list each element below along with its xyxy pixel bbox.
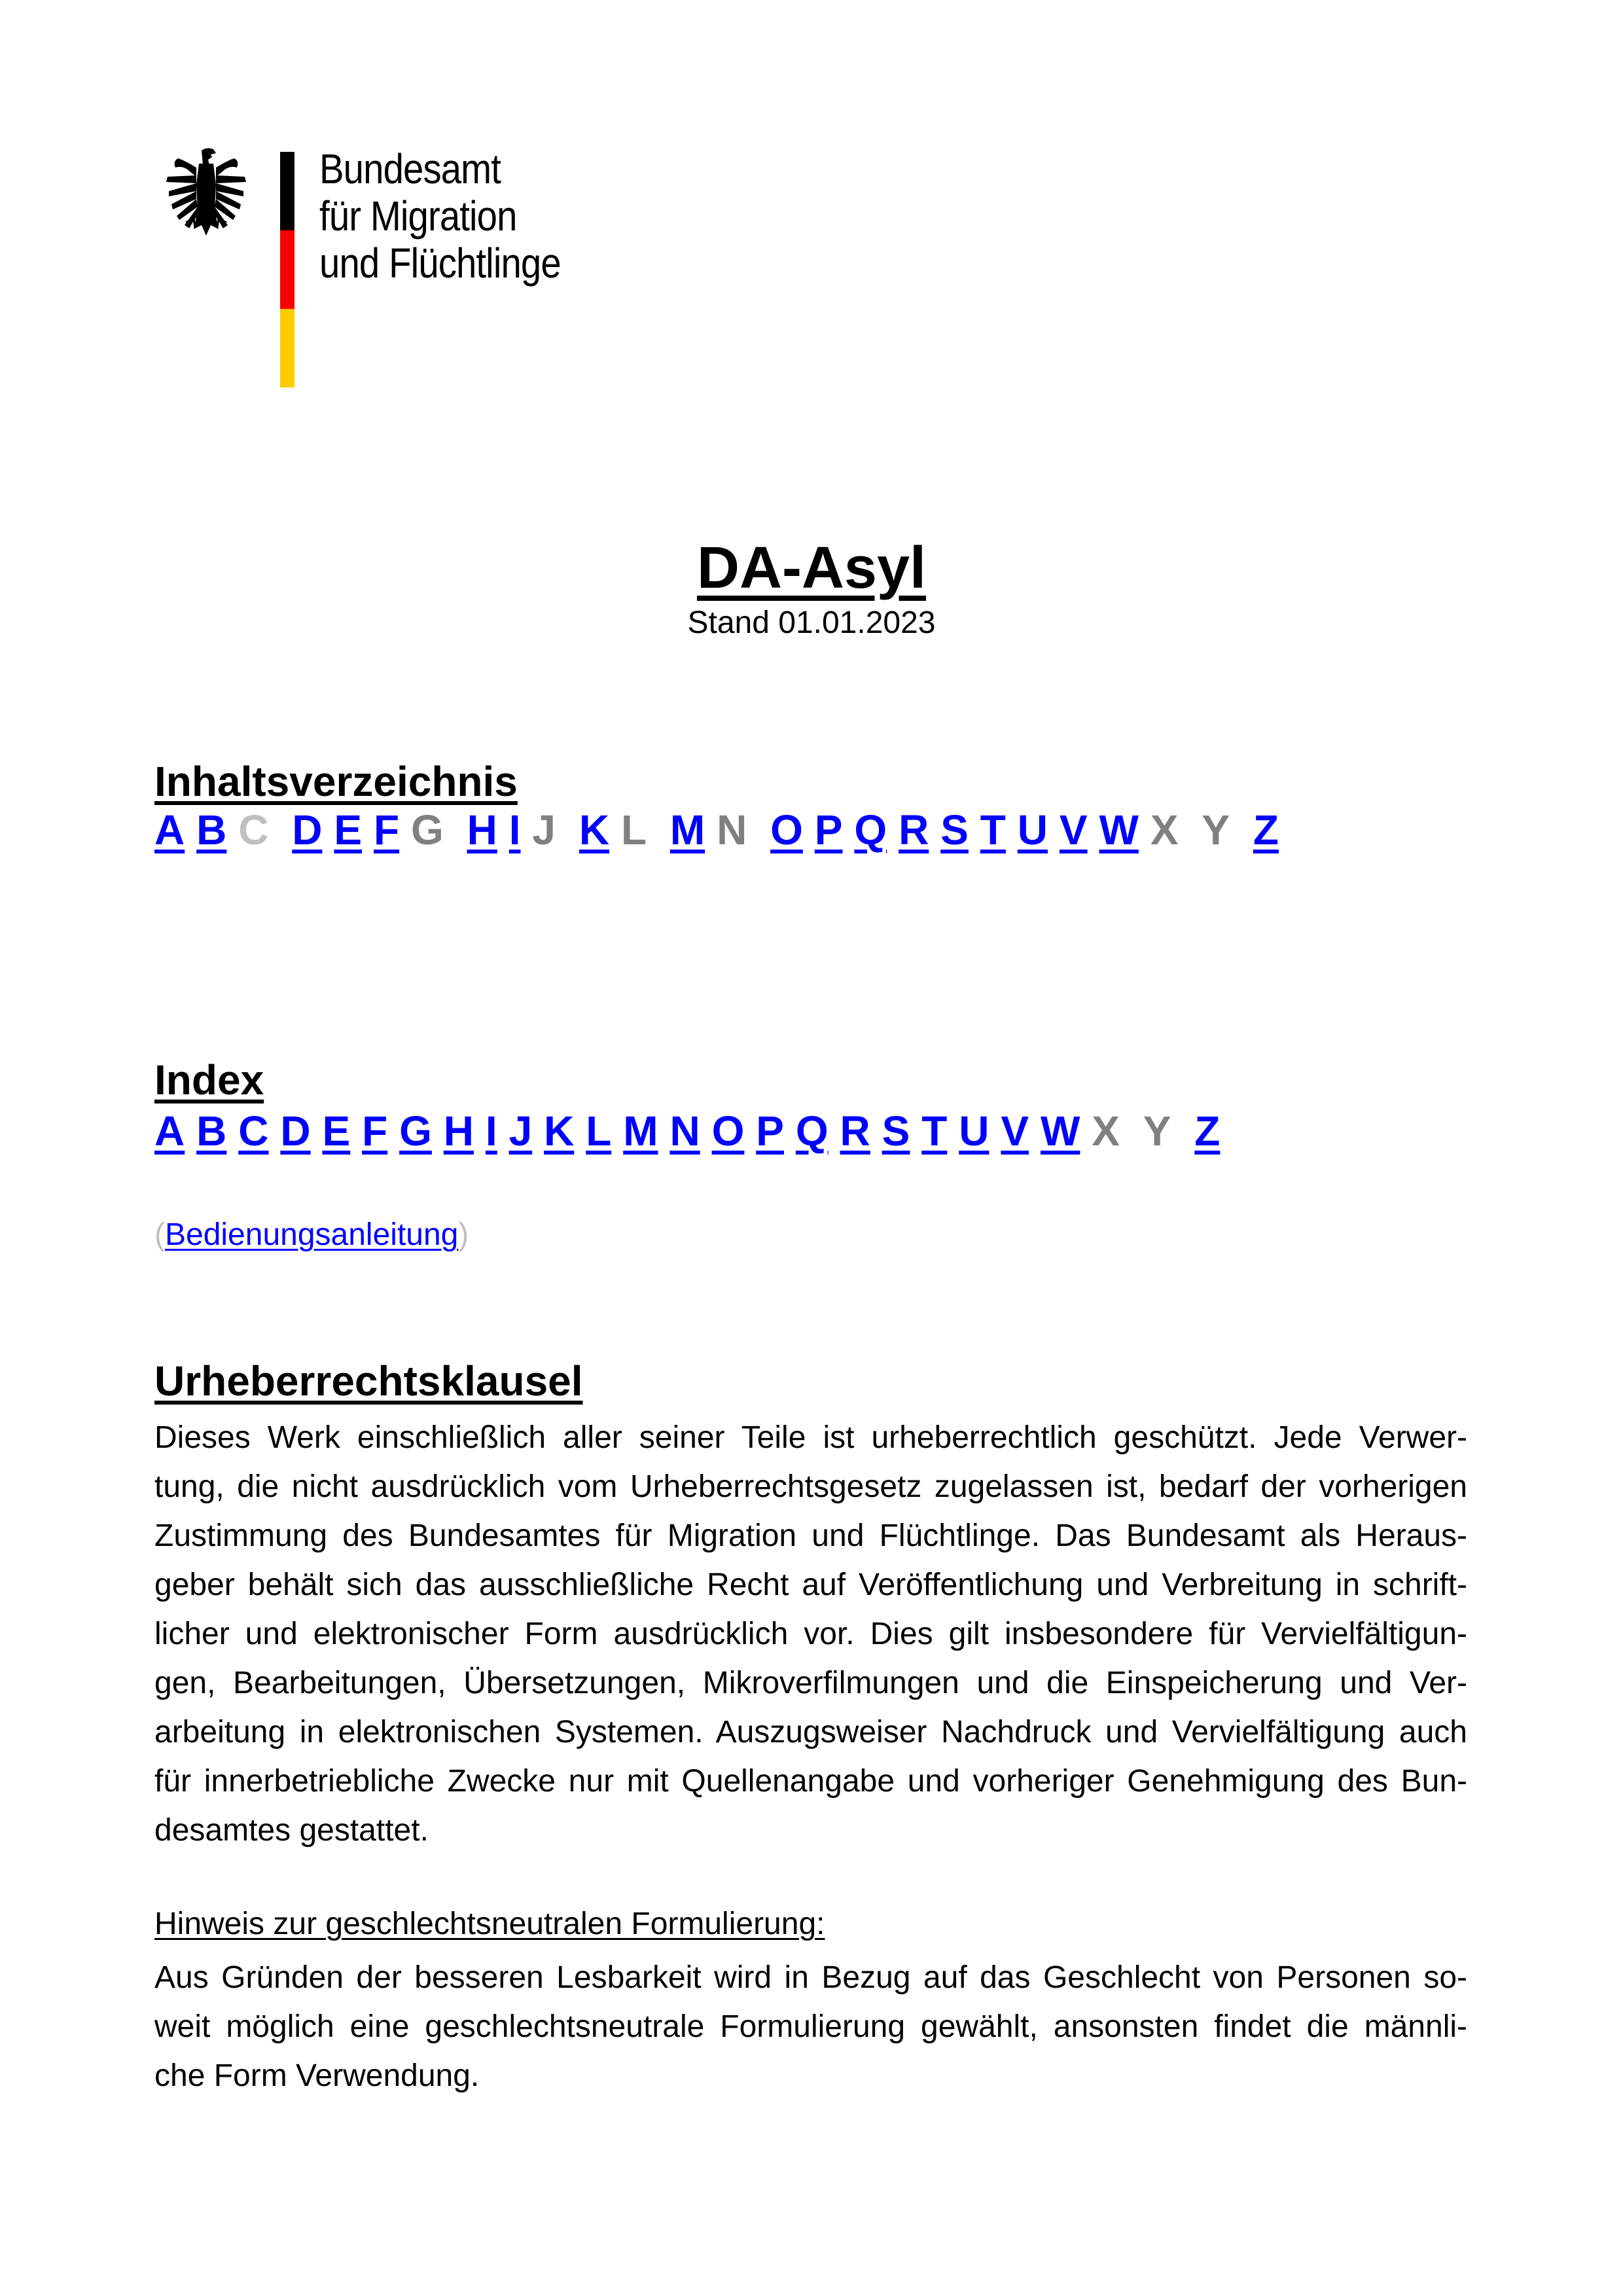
- index-letter-link-z[interactable]: Z: [1194, 1107, 1221, 1155]
- close-paren: ): [458, 1217, 469, 1252]
- index-letter-link-m[interactable]: M: [623, 1107, 658, 1155]
- copyright-text: [154, 1413, 1467, 1855]
- gender-note-text: [154, 1953, 1467, 2100]
- toc-letter-disabled-n: N: [717, 806, 747, 853]
- text-line: Zustimmung des Bundesamtes für Migration und Flüchtlinge. Das Bundesamt als Heraus-: [154, 1518, 1467, 1553]
- index-letter-link-r[interactable]: R: [840, 1107, 870, 1155]
- index-letter-link-n[interactable]: N: [669, 1107, 700, 1155]
- toc-letter-link-w[interactable]: W: [1099, 806, 1139, 853]
- text-line: licher und elektronischer Form ausdrücklich vor. Dies gilt insbesondere für Vervielfältigun-: [154, 1617, 1467, 1651]
- index-letter-link-g[interactable]: G: [399, 1107, 432, 1155]
- document-title: DA-Asyl: [696, 535, 927, 601]
- text-line: geber behält sich das ausschließliche Recht auf Veröffentlichung und Verbreitung in schrift-: [154, 1568, 1467, 1602]
- index-letter-link-s[interactable]: S: [882, 1107, 910, 1155]
- index-letter-link-o[interactable]: O: [711, 1107, 745, 1155]
- index-letter-link-c[interactable]: C: [238, 1107, 269, 1155]
- toc-letter-link-t[interactable]: T: [980, 806, 1006, 853]
- toc-letter-link-i[interactable]: I: [508, 806, 521, 853]
- agency-name: [319, 145, 561, 287]
- toc-letter-link-p[interactable]: P: [814, 806, 843, 853]
- index-letter-link-b[interactable]: B: [196, 1107, 227, 1155]
- agency-name-line: und Flüchtlinge: [319, 240, 561, 287]
- toc-letter-link-v[interactable]: V: [1059, 806, 1088, 853]
- index-letter-link-t[interactable]: T: [921, 1107, 948, 1155]
- text-line: Dieses Werk einschließlich aller seiner Teile ist urheberrechtlich geschützt. Jede Verwer-: [154, 1420, 1467, 1455]
- toc-letter-link-u[interactable]: U: [1017, 806, 1048, 853]
- toc-letter-link-e[interactable]: E: [334, 806, 363, 853]
- toc-letter-link-z[interactable]: Z: [1253, 806, 1279, 853]
- toc-letter-link-a[interactable]: A: [154, 806, 185, 853]
- index-letter-link-e[interactable]: E: [322, 1107, 351, 1155]
- gender-note-heading: Hinweis zur geschlechtsneutralen Formulierung:: [154, 1907, 825, 1941]
- toc-letter-disabled-j: J: [532, 806, 556, 853]
- text-line: Aus Gründen der besseren Lesbarkeit wird in Bezug auf das Geschlecht von Personen so-: [154, 1960, 1467, 1995]
- index-letter-link-h[interactable]: H: [443, 1107, 474, 1155]
- toc-letter-disabled-c: C: [238, 806, 269, 853]
- index-heading: Index: [154, 1056, 264, 1103]
- index-letter-link-p[interactable]: P: [756, 1107, 784, 1155]
- index-letter-link-w[interactable]: W: [1040, 1107, 1080, 1155]
- toc-letter-disabled-y: Y: [1202, 806, 1230, 853]
- copyright-heading: Urheberrechtsklausel: [154, 1357, 583, 1405]
- toc-letter-link-m[interactable]: M: [669, 806, 705, 853]
- toc-letter-link-q[interactable]: Q: [854, 806, 887, 853]
- index-letter-link-d[interactable]: D: [280, 1107, 311, 1155]
- text-line: arbeitung in elektronischen Systemen. Auszugsweiser Nachdruck und Vervielfältigung auch: [154, 1715, 1467, 1749]
- document-title-block: [0, 535, 1623, 643]
- text-line: weit möglich eine geschlechtsneutrale Formulierung gewählt, ansonsten findet die männli-: [154, 2009, 1467, 2044]
- index-letter-link-u[interactable]: U: [959, 1107, 990, 1155]
- toc-letter-disabled-l: L: [620, 806, 647, 853]
- toc-heading: Inhaltsverzeichnis: [154, 758, 518, 805]
- toc-letter-disabled-g: G: [411, 806, 444, 853]
- index-letter-link-a[interactable]: A: [154, 1107, 185, 1155]
- index-letter-disabled-y: Y: [1143, 1107, 1171, 1155]
- text-line: für innerbetriebliche Zwecke nur mit Quellenangabe und vorheriger Genehmigung des Bun-: [154, 1764, 1467, 1799]
- text-line: gen, Bearbeitungen, Übersetzungen, Mikroverfilmungen und die Einspeicherung und Ver-: [154, 1666, 1467, 1700]
- toc-letter-link-h[interactable]: H: [467, 806, 497, 853]
- toc-letter-link-k[interactable]: K: [579, 806, 610, 853]
- agency-name-line: für Migration: [319, 192, 517, 240]
- index-letter-link-q[interactable]: Q: [795, 1107, 829, 1155]
- toc-letter-link-r[interactable]: R: [899, 806, 929, 853]
- text-line: che Form Verwendung.: [154, 2058, 480, 2093]
- index-letter-nav: [154, 1107, 1232, 1155]
- flag-stripe: [280, 152, 294, 387]
- text-line: tung, die nicht ausdrücklich vom Urheberrechtsgesetz zugelassen ist, bedarf der vorherigen: [154, 1469, 1467, 1504]
- toc-letter-link-b[interactable]: B: [196, 806, 227, 853]
- index-letter-disabled-x: X: [1092, 1107, 1120, 1155]
- toc-letter-disabled-x: X: [1150, 806, 1179, 853]
- manual-link[interactable]: Bedienungsanleitung: [164, 1217, 459, 1252]
- index-letter-link-k[interactable]: K: [544, 1107, 575, 1155]
- text-line: desamtes gestattet.: [154, 1813, 429, 1848]
- index-letter-link-i[interactable]: I: [485, 1107, 497, 1155]
- index-letter-link-v[interactable]: V: [1001, 1107, 1029, 1155]
- index-letter-link-j[interactable]: J: [508, 1107, 533, 1155]
- toc-letter-link-d[interactable]: D: [292, 806, 323, 853]
- index-letter-link-l[interactable]: L: [586, 1107, 612, 1155]
- toc-letter-link-f[interactable]: F: [374, 806, 400, 853]
- toc-letter-nav: [154, 806, 1291, 853]
- index-letter-link-f[interactable]: F: [362, 1107, 388, 1155]
- document-date: Stand 01.01.2023: [687, 605, 936, 640]
- federal-eagle-icon: [164, 145, 249, 237]
- manual-link-line: [154, 1215, 469, 1255]
- open-paren: (: [154, 1217, 165, 1252]
- toc-letter-link-s[interactable]: S: [940, 806, 969, 853]
- toc-letter-link-o[interactable]: O: [770, 806, 803, 853]
- agency-name-line: Bundesamt: [319, 145, 501, 192]
